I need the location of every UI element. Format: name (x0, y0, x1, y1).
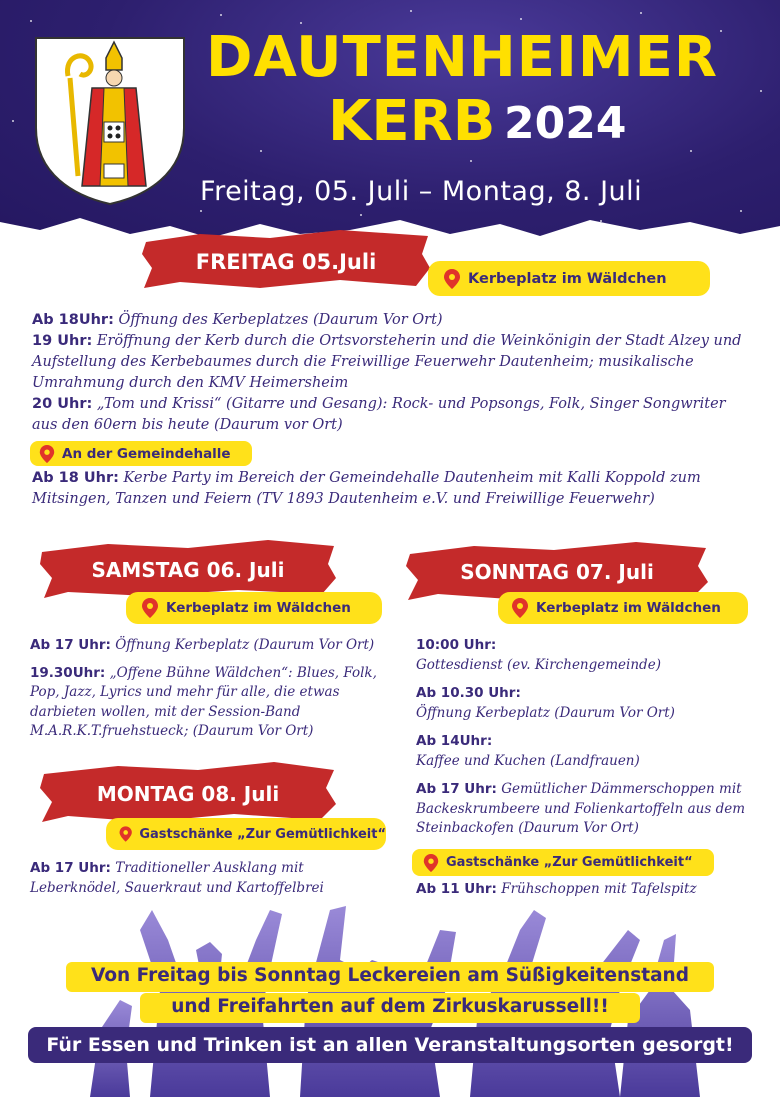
location-pin-icon (140, 597, 160, 619)
location-pin-icon (118, 823, 133, 845)
footer-info-bar (28, 1027, 752, 1063)
location-pin-icon (38, 444, 56, 464)
location-pin-icon (510, 597, 530, 619)
saturday-heading-banner (38, 536, 338, 600)
list-item: 20 Uhr: „Tom und Krissi“ (Gitarre und Gesang): Rock- und Popsongs, Folk, Singer Songwriter aus den 60ern bis heute (Daurum vor Ort) (32, 396, 726, 433)
friday-location-1-label: Kerbeplatz im Wäldchen (468, 270, 667, 287)
sunday-schedule-1 (416, 636, 756, 839)
friday-schedule-1 (32, 310, 752, 436)
sunday-location-2-label: Gastschänke „Zur Gemütlichkeit“ (446, 855, 693, 870)
sunday-location-1 (498, 592, 748, 624)
saturday-location-label: Kerbeplatz im Wäldchen (166, 600, 351, 616)
saturday-schedule (30, 636, 380, 742)
list-item: 19.30Uhr: „Offene Bühne Wäldchen“: Blues, Folk, Pop, Jazz, Lyrics und mehr für alle, die etwas darbieten wollen, mit der Session-Band M.A.R.K.T.fruehstueck; (Daurum Vor Ort) (30, 664, 377, 739)
title-line-1: DAUTENHEIMER (206, 25, 718, 90)
footer-line-2: und Freifahrten auf dem Zirkuskarussell!! (171, 996, 609, 1017)
list-item: Ab 10.30 Uhr: Öffnung Kerbeplatz (Daurum Vor Ort) (416, 685, 675, 721)
friday-schedule-2 (32, 468, 752, 510)
coat-of-arms-icon (34, 36, 186, 206)
saturday-heading: SAMSTAG 06. Juli (91, 558, 285, 582)
list-item: Ab 14Uhr: Kaffee und Kuchen (Landfrauen) (416, 733, 640, 769)
festival-dates: Freitag, 05. Juli – Montag, 8. Juli (200, 176, 643, 207)
list-item: Ab 18Uhr: Öffnung des Kerbeplatzes (Daurum Vor Ort) (32, 312, 443, 328)
monday-location-label: Gastschänke „Zur Gemütlichkeit“ (139, 826, 386, 842)
friday-location-2 (30, 441, 252, 466)
list-item: 19 Uhr: Eröffnung der Kerb durch die Ortsvorsteherin und die Weinkönigin der Stadt Alzey und Aufstellung des Kerbebaumes durch die Freiwillige Feuerwehr Dautenheim; musikalische Umrahmung durch den KMV Heimersheim (32, 333, 742, 391)
list-item: Ab 17 Uhr: Gemütlicher Dämmerschoppen mit Backeskrumbeere und Folienkartoffeln aus dem Steinbackofen (Daurum Vor Ort) (416, 781, 745, 836)
monday-location (106, 818, 386, 850)
friday-location-2-label: An der Gemeindehalle (62, 445, 231, 462)
list-item: 10:00 Uhr: Gottesdienst (ev. Kirchengemeinde) (416, 637, 661, 673)
friday-location-1 (428, 261, 710, 296)
friday-heading-banner (140, 228, 432, 292)
footer-line-3: Für Essen und Trinken ist an allen Veranstaltungsorten gesorgt! (46, 1034, 734, 1056)
saturday-location (126, 592, 382, 624)
monday-heading: MONTAG 08. Juli (96, 782, 280, 806)
header-night-sky (0, 0, 780, 250)
footer-line-1: Von Freitag bis Sonntag Leckereien am Süßigkeitenstand (91, 965, 689, 986)
friday-heading: FREITAG 05.Juli (195, 250, 377, 274)
sunday-location-1-label: Kerbeplatz im Wäldchen (536, 600, 721, 616)
title-line-2: KERB (328, 89, 496, 154)
list-item: Ab 18 Uhr: Kerbe Party im Bereich der Gemeindehalle Dautenheim mit Kalli Koppold zum Mitsingen, Tanzen und Feiern (TV 1893 Dautenheim e.V. und Freiwillige Feuerwehr) (32, 470, 701, 507)
list-item: Ab 11 Uhr: Frühschoppen mit Tafelspitz (416, 881, 697, 897)
title-year: 2024 (504, 98, 627, 149)
monday-heading-banner (38, 760, 338, 824)
location-pin-icon (442, 268, 462, 290)
sunday-heading: SONNTAG 07. Juli (460, 560, 654, 584)
list-item: Ab 17 Uhr: Öffnung Kerbeplatz (Daurum Vor Ort) (30, 637, 375, 653)
list-item: Ab 17 Uhr: Traditioneller Ausklang mit Leberknödel, Sauerkraut und Kartoffelbrei (30, 860, 324, 896)
